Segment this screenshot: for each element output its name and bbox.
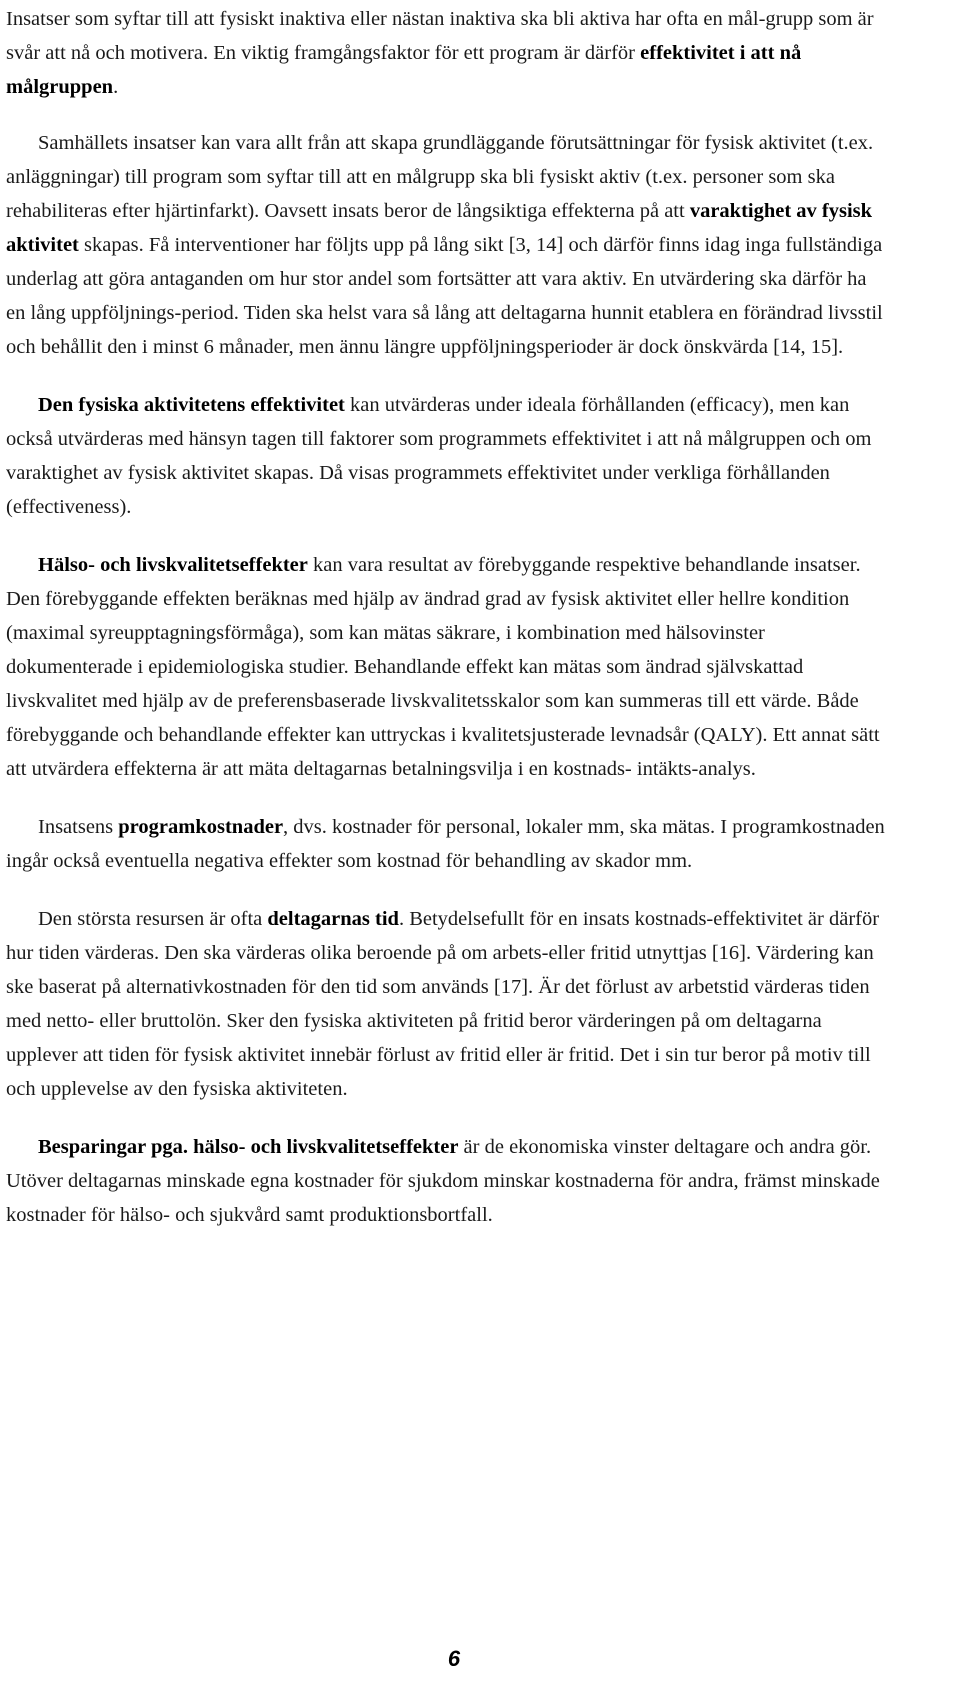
p6-text-2: . Betydelsefullt för en insats kostnads-effektivitet är därför hur tiden värderas. Den ska värderas olika beroende på om arbets-eller fritid utnyttjas [16]. Värdering kan ske baserat på alternativkostnaden för den tid som används [17]. Är det förlust av arbetstid värderas tiden med netto- eller bruttolön. Sker den fysiska aktiviteten på fritid beror värderingen på om deltagarna upplever att tiden för fysisk aktivitet innebär förlust av fritid eller är fritid. Det i sin tur beror på motiv till och upplevelse av den fysiska aktiviteten. <box>6 908 880 1100</box>
paragraph-participant-time <box>6 902 890 1106</box>
p1-text-2: . <box>113 76 119 98</box>
paragraph-target-group <box>6 2 890 104</box>
p6-bold-term: deltagarnas tid <box>267 908 399 930</box>
p3-bold-term: Den fysiska aktivitetens effektivitet <box>38 394 345 416</box>
p3-text-1: kan utvärderas under ideala förhållanden (efficacy), men kan också utvärderas med hänsyn tagen till faktorer som programmets effektivitet i att nå målgruppen och om varaktighet av fysisk aktivitet skapas. Då visas programmets effektivitet under verkliga förhållanden (effectiveness). <box>6 394 872 518</box>
paragraph-savings <box>6 1130 890 1232</box>
paragraph-society-efforts <box>6 126 890 364</box>
p4-bold-term: Hälso- och livskvalitetseffekter <box>38 554 308 576</box>
p5-text-2: , dvs. kostnader för personal, lokaler mm, ska mätas. I programkostnaden ingår också eventuella negativa effekter som kostnad för behandling av skador mm. <box>6 816 885 872</box>
p2-bold-term: varaktighet av fysisk aktivitet <box>6 200 873 256</box>
p1-text-1: Insatser som syftar till att fysiskt inaktiva eller nästan inaktiva ska bli aktiva har ofta en mål-grupp som är svår att nå och motivera. En viktig framgångsfaktor för ett program är därför <box>6 8 874 64</box>
p2-text-1: Samhällets insatser kan vara allt från att skapa grundläggande förutsättningar för fysisk aktivitet (t.ex. anläggningar) till program som syftar till att en målgrupp ska bli fysiskt aktiv (t.ex. personer som ska rehabiliteras efter hjärtinfarkt). Oavsett insats beror de långsiktiga effekterna på att <box>6 132 874 222</box>
document-page <box>6 2 890 1232</box>
p7-bold-term: Besparingar pga. hälso- och livskvalitetseffekter <box>38 1136 459 1158</box>
p1-bold-term: effektivitet i att nå målgruppen <box>6 42 802 98</box>
p4-text-1: kan vara resultat av förebyggande respektive behandlande insatser. Den förebyggande effekten beräknas med hjälp av ändrad grad av fysisk aktivitet eller hellre kondition (maximal syreupptagningsförmåga), som kan mätas säkrare, i kombination med hälsovinster dokumenterade i epidemiologiska studier. Behandlande effekt kan mätas som ändrad självskattad livskvalitet med hjälp av de preferensbaserade livskvalitetsskalor som kan summeras till ett värde. Både förebyggande och behandlande effekter kan uttryckas i kvalitetsjusterade levnadsår (QALY). Ett annat sätt att utvärdera effekterna är att mäta deltagarnas betalningsvilja i en kostnads- intäkts-analys. <box>6 554 880 780</box>
page-number: 6 <box>447 1646 461 1671</box>
paragraph-health-effects <box>6 548 890 786</box>
p2-text-2: skapas. Få interventioner har följts upp på lång sikt [3, 14] och därför finns idag inga fullständiga underlag att göra antaganden om hur stor andel som fortsätter att vara aktiv. En utvärdering ska därför ha en lång uppföljnings-period. Tiden ska helst vara så lång att deltagarna hunnit etablera en förändrad livsstil och behållit den i minst 6 månader, men ännu längre uppföljningsperioder är dock önskvärda [14, 15]. <box>6 234 883 358</box>
paragraph-program-costs <box>6 810 890 878</box>
p5-text-1: Insatsens <box>38 816 119 838</box>
p7-text-1: är de ekonomiska vinster deltagare och andra gör. Utöver deltagarnas minskade egna kostnader för sjukdom minskar kostnaderna för andra, främst minskade kostnader för hälso- och sjukvård samt produktionsbortfall. <box>6 1136 880 1226</box>
paragraph-effectiveness <box>6 388 890 524</box>
p6-text-1: Den största resursen är ofta <box>38 908 268 930</box>
p5-bold-term: programkostnader <box>118 816 284 838</box>
